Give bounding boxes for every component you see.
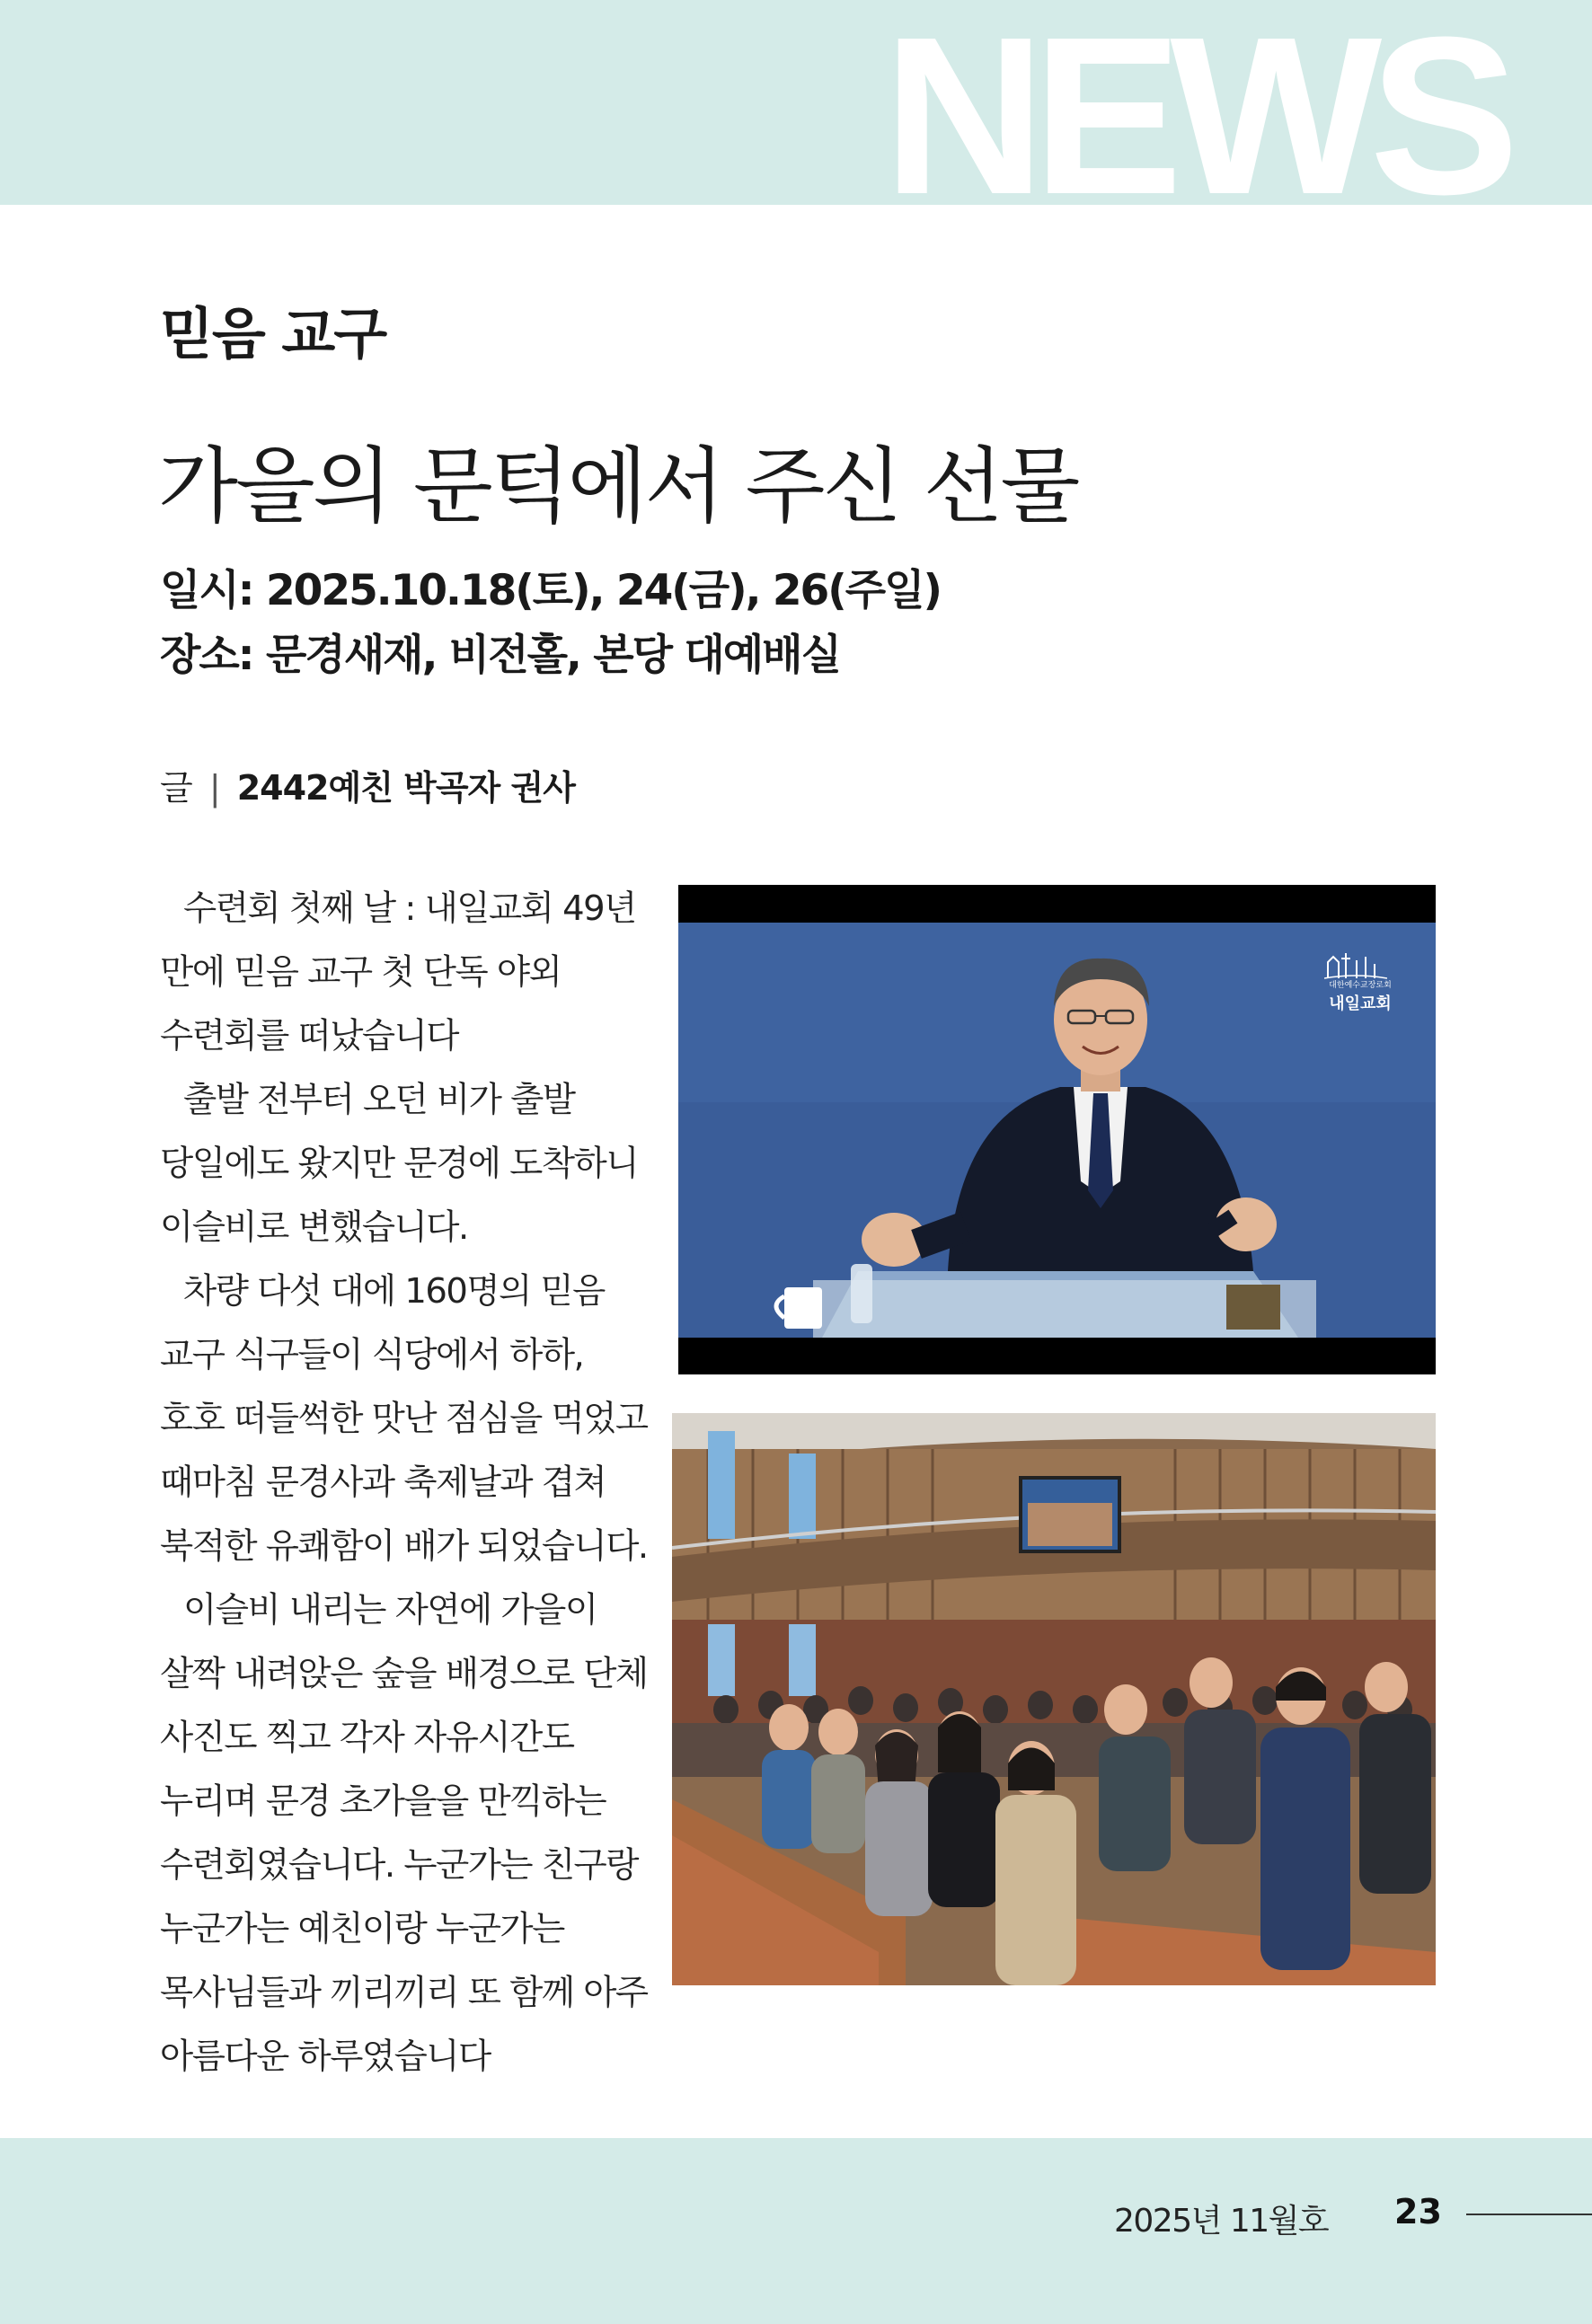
news-banner-word: NEWS: [883, 0, 1507, 205]
event-info: [160, 559, 941, 688]
header-band: [0, 0, 1592, 205]
church-logo-small-text: 대한예수교장로회: [1329, 981, 1392, 990]
body-paragraph: 출발 전부터 오던 비가 출발 당일에도 왔지만 문경에 도착하니 이슬비로 변했습니다.: [160, 1080, 638, 1248]
body-paragraph: 차량 다섯 대에 160명의 믿음 교구 식구들이 식당에서 하하, 호호 떠들썩한 맛난 점심을 먹었고 때마침 문경사과 축제날과 겹쳐 북적한 유쾌함이 배가 되었습니다.: [160, 1271, 648, 1567]
article-category: 믿음 교구: [160, 301, 386, 367]
church-logo-name: 내일교회: [1329, 994, 1392, 1013]
article-title: 가을의 문턱에서 주신 선물: [158, 438, 1078, 535]
church-logo: [1324, 950, 1396, 1014]
byline-separator: |: [208, 768, 220, 808]
sermon-photo: [678, 885, 1436, 1374]
sermon-photo-illustration: [678, 885, 1436, 1374]
byline-lead: 글: [160, 768, 192, 808]
event-place: 장소: 문경새재, 비전홀, 본당 대예배실: [160, 631, 840, 680]
congregation-photo: [672, 1413, 1436, 1985]
event-date: 일시: 2025.10.18(토), 24(금), 26(주일): [160, 566, 942, 615]
footer-band: [0, 2138, 1592, 2324]
congregation-photo-illustration: [672, 1413, 1436, 1985]
church-logo-icon: [1324, 950, 1387, 980]
footer-divider: [1466, 2214, 1592, 2215]
page-number: 23: [1394, 2192, 1442, 2231]
article-body: [160, 877, 656, 2089]
footer-issue: 2025년 11월호: [1114, 2203, 1329, 2240]
body-paragraph: 수련회 첫째 날 : 내일교회 49년 만에 믿음 교구 첫 단독 야외 수련회를 떠났습니다: [160, 888, 636, 1056]
body-paragraph: 이슬비 내리는 자연에 가을이 살짝 내려앉은 숲을 배경으로 단체 사진도 찍고 각자 자유시간도 누리며 문경 초가을을 만끽하는 수련회였습니다. 누군가는 친구랑 누군가는 예친이랑 누군가는 목사님들과 끼리끼리 또 함께 아주 아름다운 하루였습니다: [160, 1590, 648, 2077]
byline-author: 2442예친 박곡자 권사: [236, 768, 575, 808]
byline: [160, 760, 575, 809]
